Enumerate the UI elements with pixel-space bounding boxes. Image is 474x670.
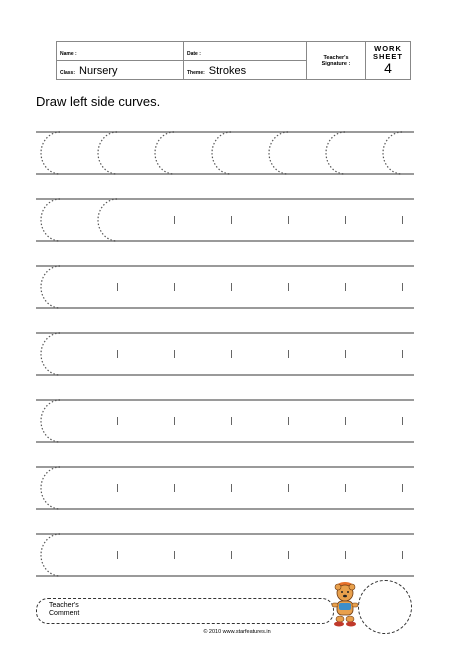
- dotted-left-curve: [41, 199, 60, 241]
- class-value: Nursery: [79, 65, 118, 77]
- worksheet-word-1: WORK: [374, 44, 402, 53]
- dotted-left-curve: [212, 132, 231, 174]
- theme-label: Theme:: [187, 70, 205, 76]
- teacher-comment-box: [36, 598, 334, 624]
- dotted-left-curve: [383, 132, 402, 174]
- date-label: Date :: [187, 51, 201, 57]
- name-label: Name :: [60, 51, 77, 57]
- dotted-left-curve: [41, 400, 60, 442]
- class-label: Class:: [60, 70, 76, 76]
- dotted-left-curve: [41, 534, 60, 576]
- worksheet-word-2: SHEET: [372, 52, 403, 61]
- dotted-left-curve: [41, 132, 60, 174]
- dotted-left-curve: [41, 266, 60, 308]
- sticker-circle: [358, 580, 412, 634]
- mascot-bear-icon: [328, 578, 362, 628]
- signature-label-1: Teacher's: [323, 54, 349, 61]
- comment-label-line-2: Comment: [49, 610, 80, 617]
- theme-value: Strokes: [208, 65, 247, 77]
- dotted-left-curve: [41, 333, 60, 375]
- worksheet-number: 4: [384, 60, 392, 76]
- dotted-left-curve: [155, 132, 174, 174]
- dotted-left-curve: [41, 467, 60, 509]
- dotted-left-curve: [98, 132, 117, 174]
- copyright-footer: © 2010 www.starfeatures.in: [203, 629, 271, 635]
- dotted-left-curve: [269, 132, 288, 174]
- dotted-left-curve: [326, 132, 345, 174]
- dotted-left-curve: [98, 199, 117, 241]
- teacher-comment-label: [49, 602, 79, 618]
- signature-label-2: Signature :: [321, 60, 351, 67]
- comment-label-line-1: Teacher's: [49, 602, 79, 609]
- instruction-text: Draw left side curves.: [36, 94, 161, 109]
